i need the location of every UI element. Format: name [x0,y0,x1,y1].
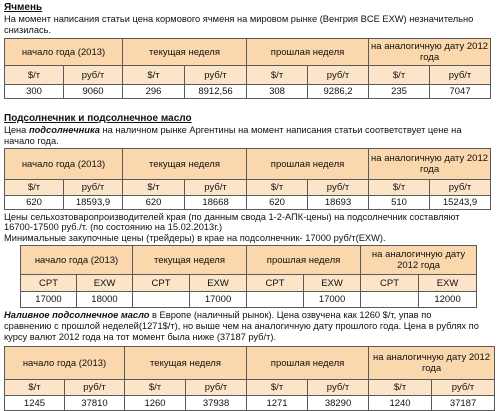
value-cell: 37810 [65,396,125,411]
unit-cell: руб/т [64,180,123,196]
value-cell: 37938 [186,396,247,411]
oil-paragraph-line-1: Наливное подсолнечное масло в Европе (наличный рынок). Цена озвучена как 1260 $/т, упав по [4,310,432,320]
header-same-date-2012: на аналогичную дату 2012 года [369,347,495,380]
value-cell: 9060 [64,85,123,99]
unit-cell: руб/т [430,66,491,85]
unit-cell: руб/т [186,380,247,396]
header-start-of-year: начало года (2013) [5,347,125,380]
barley-paragraph-line-1: На момент написания статьи цена кормового ячменя на мировом рынке (Венгрия BCE EXW) незначительно [4,14,474,24]
unit-cell: руб/т [185,66,247,85]
sunflower-price-table [4,148,491,210]
value-cell: 300 [5,85,64,99]
section-heading-barley: Ячмень [4,2,43,13]
unit-cell: EXW [77,275,133,292]
header-same-date-2012: на аналогичную дату 2012 года [361,246,477,275]
unit-cell: $/т [5,180,64,196]
value-cell-empty [133,292,190,308]
value-cell: 18000 [77,292,133,308]
unit-cell: $/т [369,66,430,85]
unit-cell: EXW [304,275,361,292]
unit-cell: руб/т [432,380,495,396]
barley-paragraph-line-2: снизилась. [4,25,52,35]
header-current-week: текущая неделя [123,149,247,180]
value-cell: 38290 [308,396,369,411]
header-previous-week: прошлая неделя [247,149,369,180]
header-start-of-year: начало года (2013) [5,39,123,66]
value-cell: 15243,9 [430,196,491,210]
value-cell: 1245 [5,396,65,411]
unit-cell: руб/т [430,180,491,196]
value-cell-empty [247,292,304,308]
unit-cell: CPT [247,275,304,292]
value-cell: 296 [123,85,185,99]
unit-cell: $/т [369,180,430,196]
unit-cell: $/т [5,66,64,85]
header-current-week: текущая неделя [125,347,247,380]
value-cell: 620 [123,196,185,210]
value-cell: 620 [247,196,308,210]
sunflower-paragraph-line-2: начало года. [4,136,59,146]
unit-cell: CPT [133,275,190,292]
value-cell: 9286,2 [308,85,369,99]
header-previous-week: прошлая неделя [247,347,369,380]
value-cell: 12000 [419,292,477,308]
oil-paragraph-line-2: сравнению с прошлой неделей(1271$/т), но выше чем на аналогичную дату прошлого года. Цена в рублях по [4,321,479,331]
value-cell: 37187 [432,396,495,411]
unit-cell: руб/т [65,380,125,396]
unit-cell: $/т [123,66,185,85]
section-heading-sunflower: Подсолнечник и подсолнечное масло [4,113,192,124]
local-prices-line-3: Минимальные закупочные цены (трейдеры) в крае на подсолнечник- 17000 руб/т(EXW). [4,233,386,243]
header-same-date-2012: на аналогичную дату 2012 года [369,149,491,180]
value-cell: 18693 [308,196,369,210]
value-cell: 235 [369,85,430,99]
value-cell: 17000 [304,292,361,308]
barley-price-table [4,38,491,99]
unit-cell: руб/т [308,180,369,196]
header-previous-week: прошлая неделя [247,246,361,275]
local-price-table [20,245,477,308]
value-cell: 8912,56 [185,85,247,99]
value-cell: 18668 [185,196,247,210]
value-cell: 17000 [190,292,247,308]
value-cell: 1240 [369,396,432,411]
value-cell: 1260 [125,396,186,411]
sunflower-paragraph-line-1: Цена подсолнечника на наличном рынке Аргентины на момент написания статьи соответствует цене на [4,125,462,135]
unit-cell: $/т [247,180,308,196]
value-cell: 18593,9 [64,196,123,210]
header-start-of-year: начало года (2013) [5,149,123,180]
unit-cell: руб/т [64,66,123,85]
value-cell: 1271 [247,396,308,411]
unit-cell: руб/т [308,380,369,396]
header-current-week: текущая неделя [133,246,247,275]
value-cell: 510 [369,196,430,210]
value-cell: 308 [247,85,308,99]
unit-cell: $/т [5,380,65,396]
unit-cell: EXW [190,275,247,292]
value-cell: 7047 [430,85,491,99]
header-current-week: текущая неделя [123,39,247,66]
unit-cell: руб/т [185,180,247,196]
header-start-of-year: начало года (2013) [21,246,133,275]
value-cell: 620 [5,196,64,210]
unit-cell: $/т [125,380,186,396]
oil-paragraph-line-3: курсу валют 2012 года на тот момент была ниже (37187 руб/т). [4,332,277,342]
unit-cell: $/т [123,180,185,196]
oil-price-table [4,346,495,411]
unit-cell: $/т [369,380,432,396]
unit-cell: CPT [21,275,77,292]
local-prices-line-1: Цены сельхозтоваропроизводителей края (по данным свода 1-2-АПК-цены) на подсолнечник составляют [4,212,460,222]
header-previous-week: прошлая неделя [247,39,369,66]
unit-cell: $/т [247,380,308,396]
local-prices-line-2: 16700-17500 руб./т. (по состоянию на 15.02.2013г.) [4,222,223,232]
unit-cell: $/т [247,66,308,85]
header-same-date-2012: на аналогичную дату 2012 года [369,39,491,66]
value-cell: 17000 [21,292,77,308]
unit-cell: руб/т [308,66,369,85]
value-cell-empty [361,292,419,308]
unit-cell: CPT [361,275,419,292]
unit-cell: EXW [419,275,477,292]
